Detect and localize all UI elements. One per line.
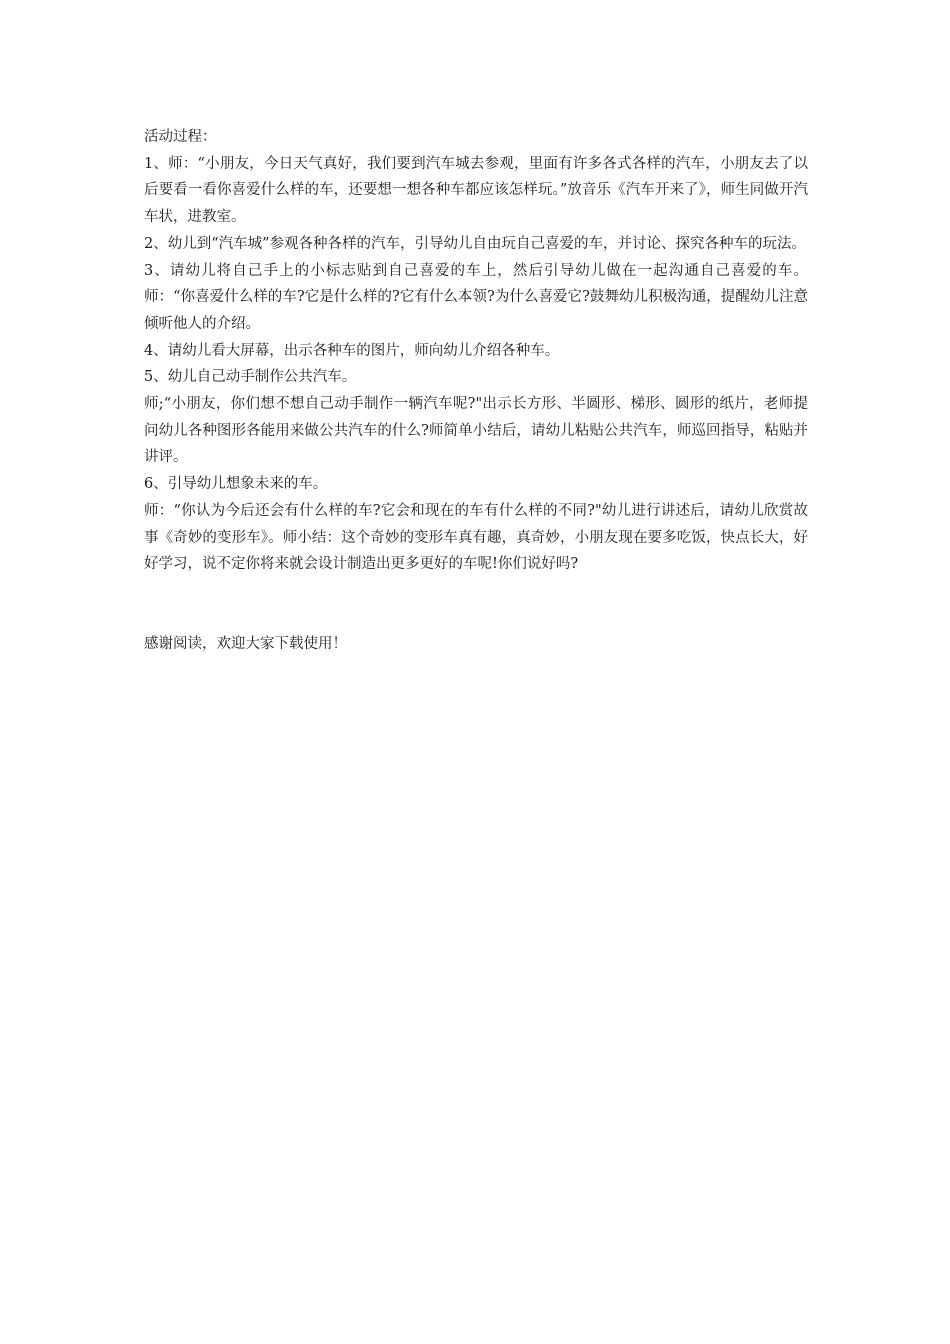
paragraph-step-2: 2、幼儿到“汽车城”参观各种各样的汽车，引导幼儿自由玩自己喜爱的车，并讨论、探究各种车的玩法。: [144, 235, 807, 252]
paragraph-step-1: 1、师：“小朋友，今日天气真好，我们要到汽车城去参观，里面有许多各式各样的汽车，小朋友去了以后要看一看你喜爱什么样的车，还要想一想各种车都应该怎样玩。”放音乐《汽车开来了》，师生同做开汽车状，进教室。: [144, 155, 808, 226]
section-heading: 活动过程：: [144, 129, 217, 145]
document-body: [144, 124, 808, 658]
paragraph-step-6-detail: 师：“你认为今后还会有什么样的车?它会和现在的车有什么样的不同?"幼儿进行讲述后，请幼儿欣赏故事《奇妙的变形车》。师小结：这个奇妙的变形车真有趣，真奇妙，小朋友现在要多吃饭，快点长大，好好学习，说不定你将来就会设计制造出更多更好的车呢!你们说好吗?: [144, 502, 808, 573]
paragraph-step-5: 5、幼儿自己动手制作公共汽车。: [144, 369, 357, 386]
blank-space: [144, 578, 808, 631]
paragraph-step-3: 3、请幼儿将自己手上的小标志贴到自己喜爱的车上，然后引导幼儿做在一起沟通自己喜爱的车。师：“你喜爱什么样的车?它是什么样的?它有什么本领?为什么喜爱它?鼓舞幼儿积极沟通，提醒幼儿注意倾听他人的介绍。: [144, 262, 808, 332]
paragraph-step-5-detail: 师;“小朋友，你们想不想自己动手制作一辆汽车呢?"出示长方形、半圆形、梯形、圆形的纸片，老师提问幼儿各种图形各能用来做公共汽车的什么?师简单小结后，请幼儿粘贴公共汽车，师巡回指导，粘贴并讲评。: [144, 396, 808, 466]
paragraph-step-4: 4、请幼儿看大屏幕，出示各种车的图片，师向幼儿介绍各种车。: [144, 342, 560, 359]
paragraph-step-6: 6、引导幼儿想象未来的车。: [144, 476, 328, 493]
closing-note: 感谢阅读，欢迎大家下载使用！: [144, 635, 347, 652]
